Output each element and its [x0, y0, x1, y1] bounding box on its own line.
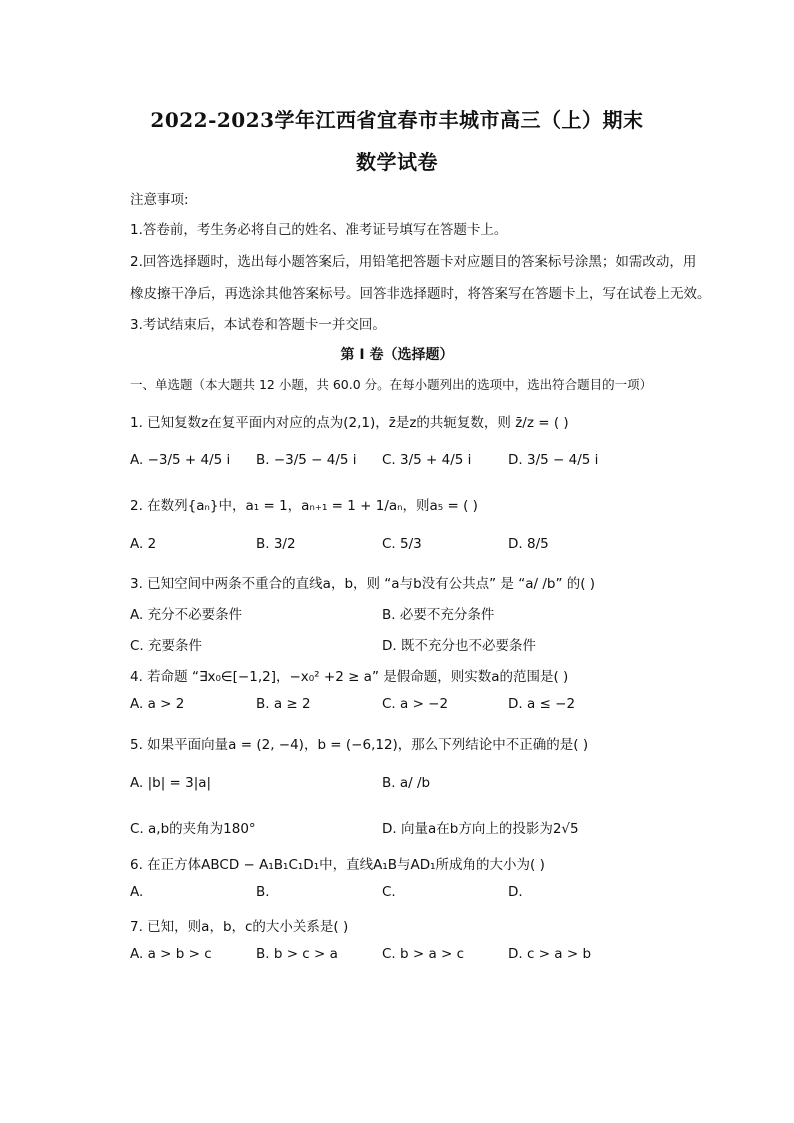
option-a: A. |b| = 3|a|	[130, 775, 212, 791]
option-b: B. a ≥ 2	[256, 696, 311, 712]
option-b: B. −3/5 − 4/5 i	[256, 452, 357, 468]
question-options	[0, 536, 794, 558]
option-c: C. 3/5 + 4/5 i	[382, 452, 472, 468]
option-d: D. 向量a在b方向上的投影为2√5	[382, 821, 579, 837]
question-stem: 3. 已知空间中两条不重合的直线a，b，则 “a与b没有公共点” 是 “a/ /b” 的( )	[130, 576, 596, 592]
question-stem: 7. 已知，则a，b，c的大小关系是( )	[130, 919, 349, 935]
page-title: 2022-2023学年江西省宜春市丰城市高三（上）期末	[150, 108, 644, 132]
option-a: A. 2	[130, 536, 157, 552]
option-d: D. a ≤ −2	[508, 696, 576, 712]
notice-item: 3.考试结束后，本试卷和答题卡一并交回。	[130, 317, 386, 333]
option-a: A. 充分不必要条件	[130, 607, 243, 623]
page-subtitle: 数学试卷	[356, 150, 438, 174]
question-stem: 2. 在数列{aₙ}中，a₁ = 1，aₙ₊₁ = 1 + 1/aₙ，则a₅ = ( )	[130, 498, 478, 514]
question-stem: 6. 在正方体ABCD − A₁B₁C₁D₁中，直线A₁B与AD₁所成角的大小为( )	[130, 857, 545, 873]
question-options	[0, 634, 794, 656]
option-d: D. 既不充分也不必要条件	[382, 638, 536, 654]
notice-heading: 注意事项:	[130, 192, 189, 208]
option-a: A. a > b > c	[130, 946, 212, 962]
option-d: D. 8/5	[508, 536, 549, 552]
option-a: A. a > 2	[130, 696, 185, 712]
option-c: C.	[382, 884, 396, 900]
section-title: 第 I 卷（选择题）	[340, 347, 454, 363]
question-stem: 5. 如果平面向量a = (2, −4)，b = (−6,12)，那么下列结论中不正确的是( )	[130, 737, 589, 753]
question-options	[0, 775, 794, 797]
question-options	[0, 946, 794, 968]
option-b: B. b > c > a	[256, 946, 338, 962]
option-c: C. 充要条件	[130, 638, 203, 654]
question-stem: 1. 已知复数z在复平面内对应的点为(2,1)，z̄是z的共轭复数，则 z̄/z = ( )	[130, 415, 569, 431]
notice-item: 橡皮擦干净后，再选涂其他答案标号。回答非选择题时，将答案写在答题卡上，写在试卷上无效。	[130, 286, 711, 302]
question-options	[0, 696, 794, 718]
notice-item: 2.回答选择题时，选出每小题答案后，用铅笔把答题卡对应题目的答案标号涂黑；如需改动，用	[130, 254, 697, 270]
question-options	[0, 817, 794, 839]
question-options	[0, 884, 794, 906]
option-c: C. b > a > c	[382, 946, 465, 962]
option-c: C. a > −2	[382, 696, 449, 712]
question-options	[0, 452, 794, 474]
option-d: D. 3/5 − 4/5 i	[508, 452, 599, 468]
question-stem: 4. 若命题 “∃x₀∈[−1,2]，−x₀² +2 ≥ a” 是假命题，则实数a的范围是( )	[130, 669, 569, 685]
option-c: C. a,b的夹角为180°	[130, 821, 256, 837]
option-c: C. 5/3	[382, 536, 422, 552]
option-a: A. −3/5 + 4/5 i	[130, 452, 231, 468]
option-d: D. c > a > b	[508, 946, 592, 962]
option-a: A.	[130, 884, 144, 900]
option-b: B. 必要不充分条件	[382, 607, 495, 623]
option-d: D.	[508, 884, 523, 900]
notice-item: 1.答卷前，考生务必将自己的姓名、准考证号填写在答题卡上。	[130, 222, 508, 238]
option-b: B. a/ /b	[382, 775, 431, 791]
option-b: B.	[256, 884, 270, 900]
part-heading: 一、单选题（本大题共 12 小题，共 60.0 分。在每小题列出的选项中，选出符合题目的一项）	[130, 377, 653, 392]
question-options	[0, 603, 794, 625]
option-b: B. 3/2	[256, 536, 296, 552]
